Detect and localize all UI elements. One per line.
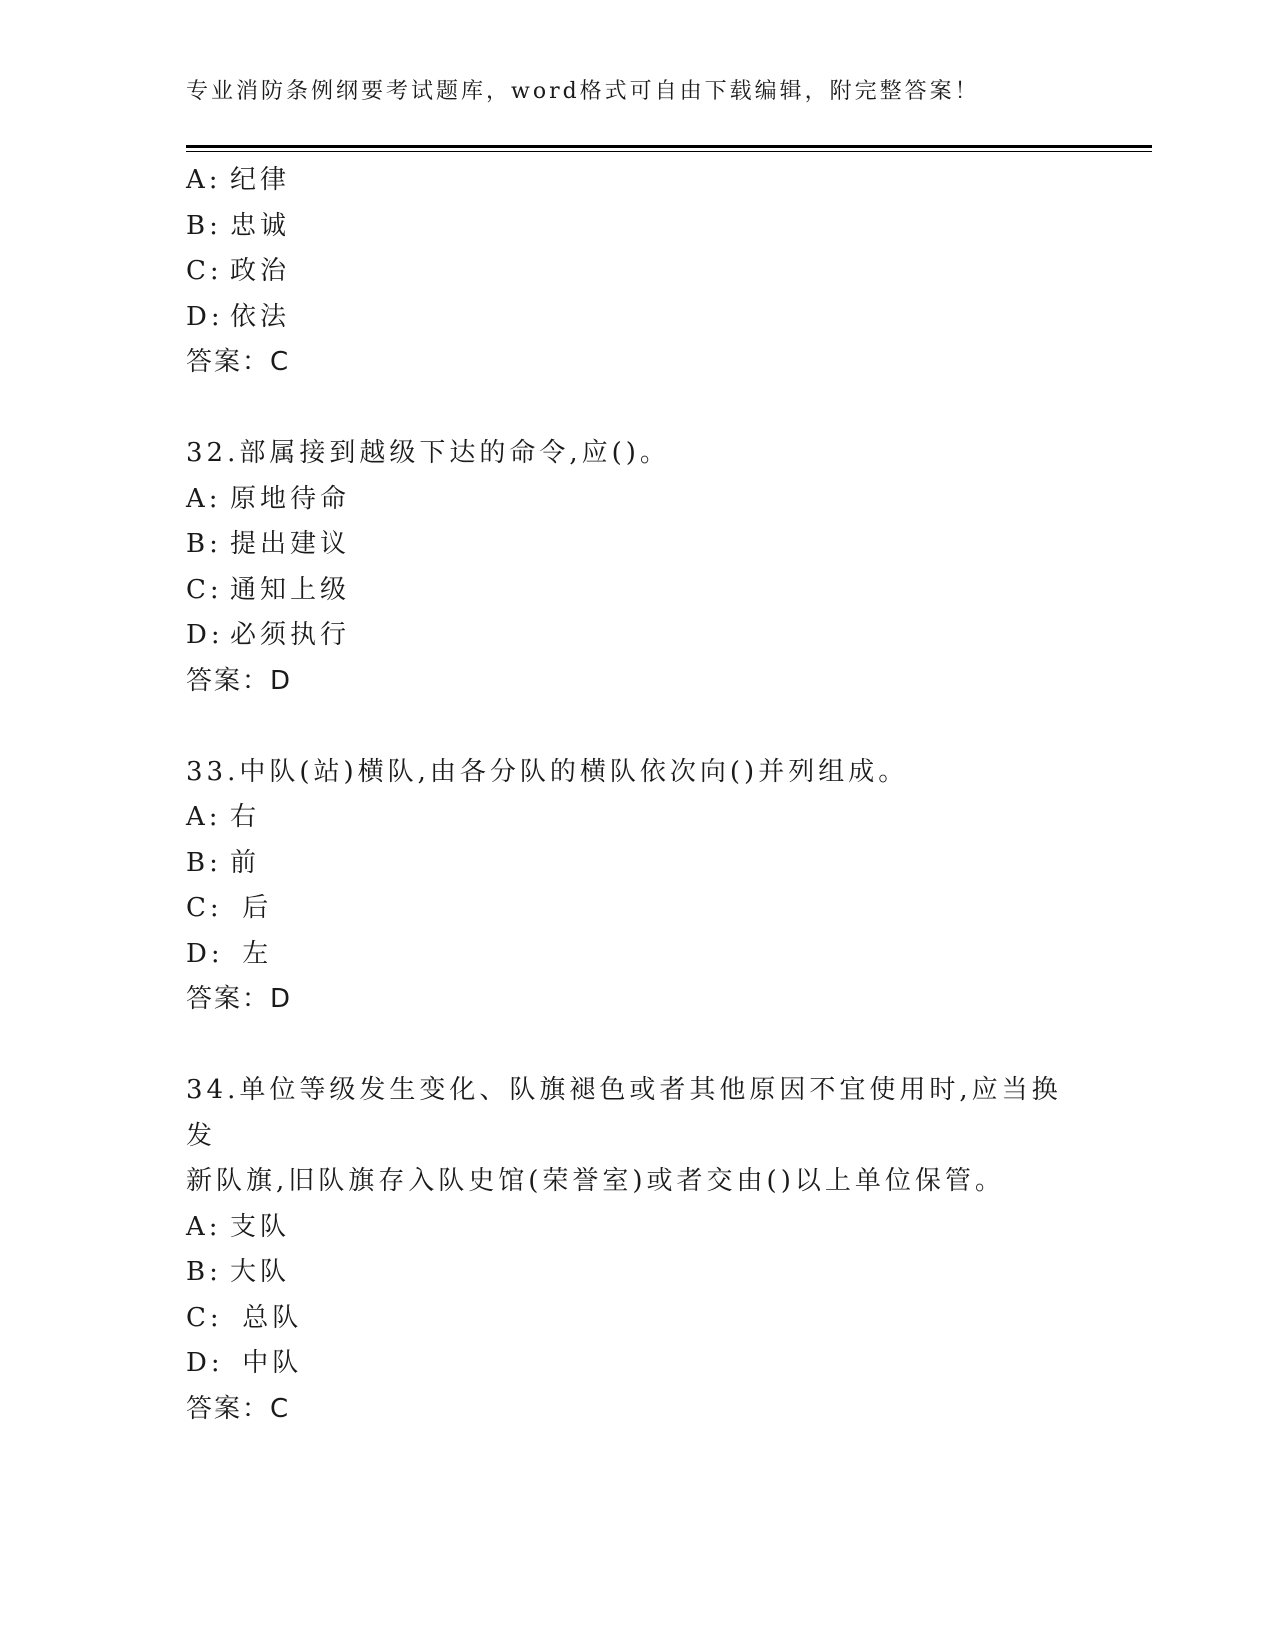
option-b: B: 前 xyxy=(186,847,261,878)
question-33 xyxy=(186,750,1066,1023)
answer: 答案：D xyxy=(186,984,293,1014)
option-b: B: 忠诚 xyxy=(186,210,291,241)
option-a: A: 支队 xyxy=(186,1211,291,1242)
answer: 答案：C xyxy=(186,1393,291,1424)
option-c: C: 后 xyxy=(186,893,273,923)
question-stem-line-2: 新队旗,旧队旗存入队史馆(荣誉室)或者交由()以上单位保管。 xyxy=(186,1166,1005,1196)
question-32 xyxy=(186,431,1066,704)
spacer xyxy=(186,704,1066,750)
question-31 xyxy=(186,158,1066,386)
header-rule-thick xyxy=(186,145,1152,148)
option-d: D: 必须执行 xyxy=(186,620,351,650)
option-c: C: 通知上级 xyxy=(186,574,351,605)
answer: 答案：C xyxy=(186,347,291,377)
question-34 xyxy=(186,1068,1066,1432)
question-list xyxy=(186,158,1066,1432)
question-stem: 33.中队(站)横队,由各分队的横队依次向()并列组成。 xyxy=(186,756,909,787)
option-c: C: 政治 xyxy=(186,256,291,286)
option-d: D: 依法 xyxy=(186,301,291,332)
page-header: 专业消防条例纲要考试题库，word格式可自由下载编辑，附完整答案！ xyxy=(186,79,980,104)
option-c: C: 总队 xyxy=(186,1302,303,1333)
option-a: A: 右 xyxy=(186,802,261,832)
option-b: B: 大队 xyxy=(186,1257,291,1287)
option-a: A: 原地待命 xyxy=(186,483,351,514)
header-rule-thin xyxy=(186,151,1152,152)
option-a: A: 纪律 xyxy=(186,165,291,195)
spacer xyxy=(186,1023,1066,1069)
option-d: D: 左 xyxy=(186,938,273,969)
spacer xyxy=(186,386,1066,432)
question-stem: 32.部属接到越级下达的命令,应()。 xyxy=(186,438,670,468)
option-b: B: 提出建议 xyxy=(186,529,351,559)
option-d: D: 中队 xyxy=(186,1348,303,1378)
answer: 答案：D xyxy=(186,665,293,696)
question-stem-line-1: 34.单位等级发生变化、队旗褪色或者其他原因不宜使用时,应当换发 xyxy=(186,1075,1062,1151)
